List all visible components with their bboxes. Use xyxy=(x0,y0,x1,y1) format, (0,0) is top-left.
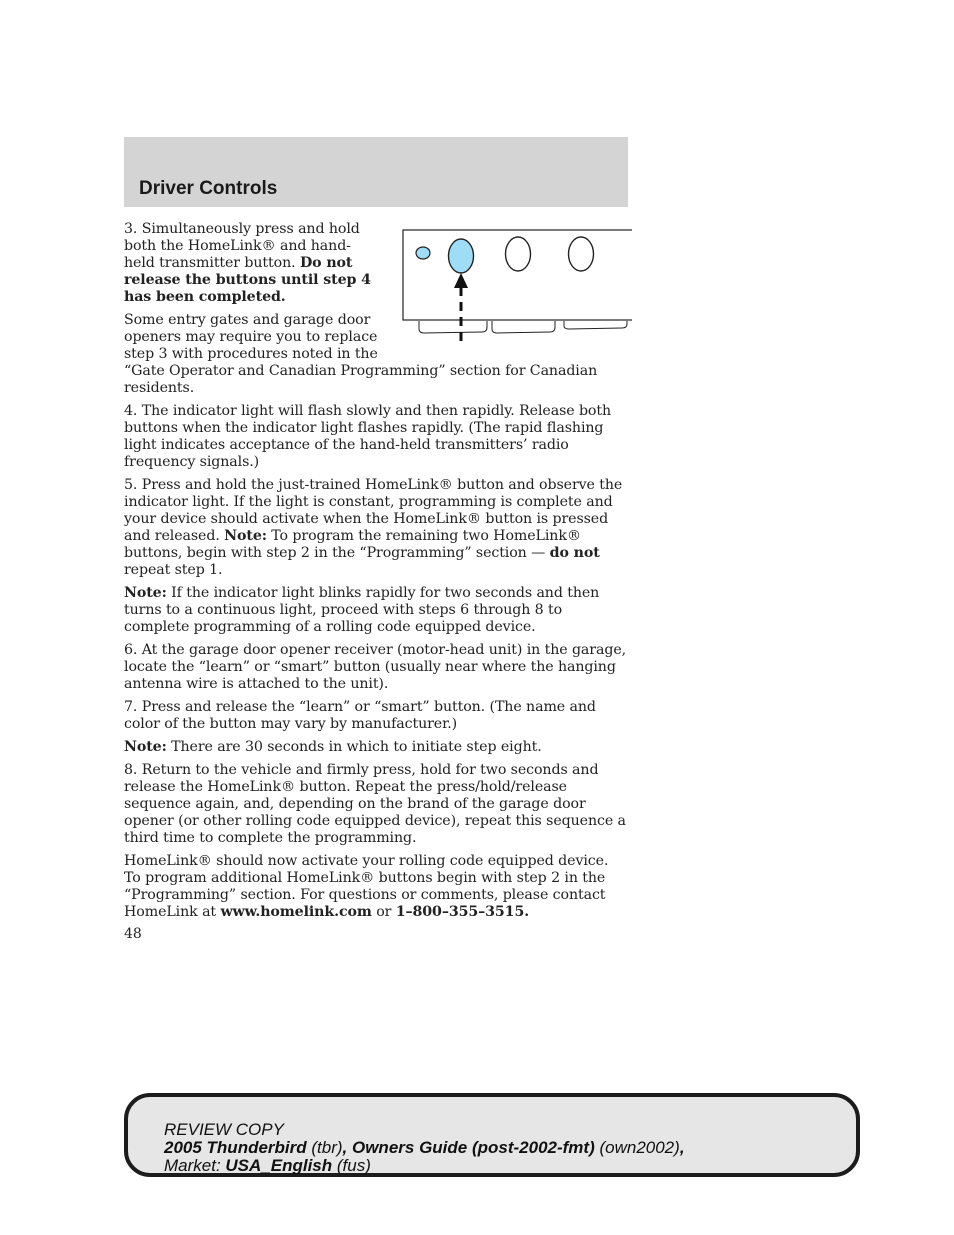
section-header xyxy=(124,137,628,207)
homelink-button-2 xyxy=(506,237,531,271)
panel-tab-2 xyxy=(492,321,555,333)
page-content xyxy=(124,221,629,927)
indicator-light xyxy=(416,247,430,259)
homelink-button-3 xyxy=(569,237,594,271)
gate-operator-paragraph: Some entry gates and garage door openers may require you to replace step 3 with procedures noted in the “Gate Operator and Canadian Programming” section for Canadian residents. xyxy=(124,312,598,396)
step-4: 4. The indicator light will flash slowly and then rapidly. Release both buttons when the indicator light flashes rapidly. (The rapid flashing light indicates acceptance of the hand-held transmitters’ radio frequency signals.) xyxy=(124,403,612,470)
step-7: 7. Press and release the “learn” or “smart” button. (The name and color of the button may vary by manufacturer.) xyxy=(124,699,596,732)
step-8: 8. Return to the vehicle and firmly press, hold for two seconds and release the HomeLink® button. Repeat the press/hold/release sequence again, and, depending on the brand of the garage door opener (or other rolling code equipped device), repeat this sequence a third time to complete the programming. xyxy=(124,762,626,846)
homelink-button-1 xyxy=(449,239,474,273)
note-rolling-code: Note: If the indicator light blinks rapidly for two seconds and then turns to a continuous light, proceed with steps 6 through 8 to complete programming of a rolling code equipped device. xyxy=(124,585,600,635)
note-30-seconds: Note: There are 30 seconds in which to initiate step eight. xyxy=(124,739,542,755)
homelink-website: www.homelink.com xyxy=(220,904,372,920)
review-copy-footer xyxy=(124,1093,860,1177)
homelink-diagram-svg xyxy=(392,229,632,349)
step-6: 6. At the garage door opener receiver (motor-head unit) in the garage, locate the “learn” or “smart” button (usually near where the hanging antenna wire is attached to the unit). xyxy=(124,642,627,692)
homelink-phone: 1–800–355–3515. xyxy=(395,904,530,920)
footer-text xyxy=(164,1121,685,1175)
panel-tab-3 xyxy=(564,321,627,329)
homelink-diagram xyxy=(392,229,632,349)
footer-review-copy: REVIEW COPY xyxy=(164,1120,284,1139)
footer-document-line: 2005 Thunderbird (tbr), Owners Guide (post-2002-fmt) (own2002), xyxy=(164,1138,685,1157)
panel-tab-1 xyxy=(419,321,487,333)
final-paragraph: HomeLink® should now activate your rolling code equipped device. To program additional HomeLink® buttons begin with step 2 in the “Programming” section. For questions or comments, please contact HomeLink at www.homelink.com or 1–800–355–3515. xyxy=(124,853,609,920)
footer-market-line: Market: USA_English (fus) xyxy=(164,1156,371,1175)
section-title: Driver Controls xyxy=(139,178,278,199)
page-number: 48 xyxy=(124,926,142,942)
step-5: 5. Press and hold the just-trained HomeLink® button and observe the indicator light. If the light is constant, programming is complete and your device should activate when the HomeLink® button is pressed and released. Note: To program the remaining two HomeLink® buttons, begin with step 2 in the “Programming” section — do not repeat step 1. xyxy=(124,477,623,578)
step-3: 3. Simultaneously press and hold both the HomeLink® and hand-held transmitter button. Do not release the buttons until step 4 has been completed. xyxy=(124,221,371,305)
